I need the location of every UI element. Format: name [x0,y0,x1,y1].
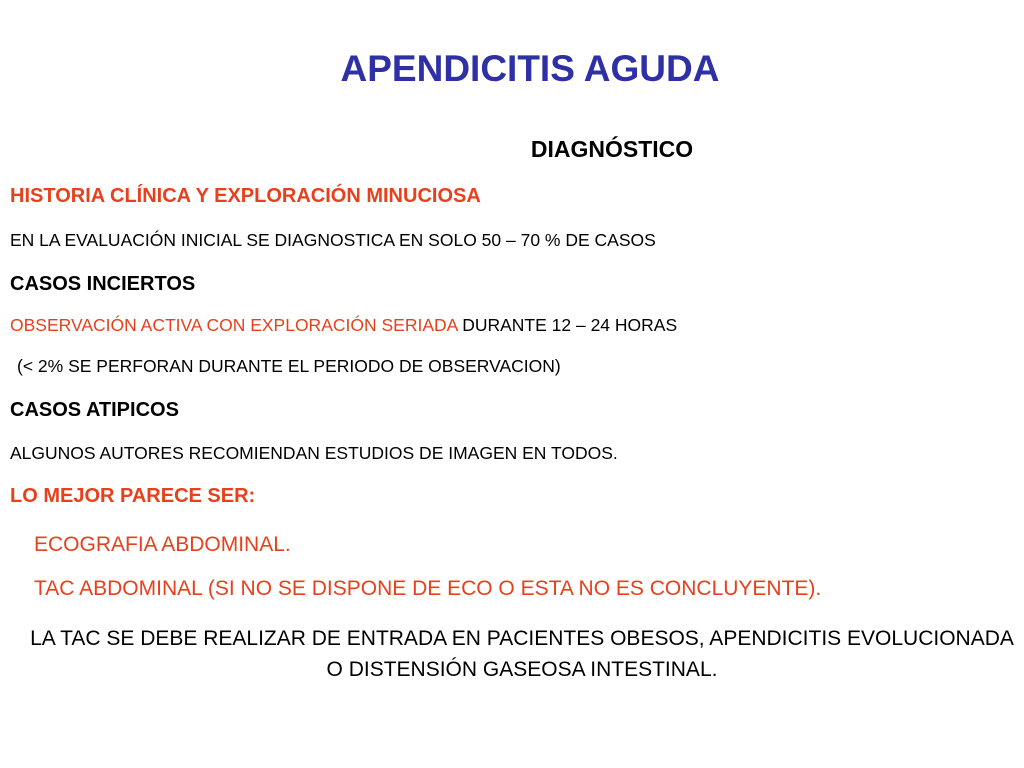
uncertain-text-black: DURANTE 12 – 24 HORAS [457,315,678,335]
slide-title: APENDICITIS AGUDA [340,48,720,89]
uncertain-note: (< 2% SE PERFORAN DURANTE EL PERIODO DE OBSERVACION) [17,356,561,376]
conclusion-text: LA TAC SE DEBE REALIZAR DE ENTRADA EN PACIENTES OBESOS, APENDICITIS EVOLUCIONADA O DISTENSIÓN GASEOSA INTESTINAL. [30,627,1014,681]
history-heading: HISTORIA CLÍNICA Y EXPLORACIÓN MINUCIOSA [10,185,481,207]
best-option-ecografia: ECOGRAFIA ABDOMINAL. [34,533,291,556]
uncertain-text [10,315,677,336]
atypical-heading: CASOS ATIPICOS [10,399,179,421]
best-heading: LO MEJOR PARECE SER: [10,485,256,507]
slide-subtitle: DIAGNÓSTICO [530,136,694,162]
history-text: EN LA EVALUACIÓN INICIAL SE DIAGNOSTICA EN SOLO 50 – 70 % DE CASOS [10,230,656,250]
uncertain-text-red: OBSERVACIÓN ACTIVA CON EXPLORACIÓN SERIADA [10,315,458,335]
atypical-text: ALGUNOS AUTORES RECOMIENDAN ESTUDIOS DE IMAGEN EN TODOS. [10,443,618,463]
best-option-tac: TAC ABDOMINAL (SI NO SE DISPONE DE ECO O ESTA NO ES CONCLUYENTE). [34,577,822,600]
uncertain-heading: CASOS INCIERTOS [10,273,196,295]
